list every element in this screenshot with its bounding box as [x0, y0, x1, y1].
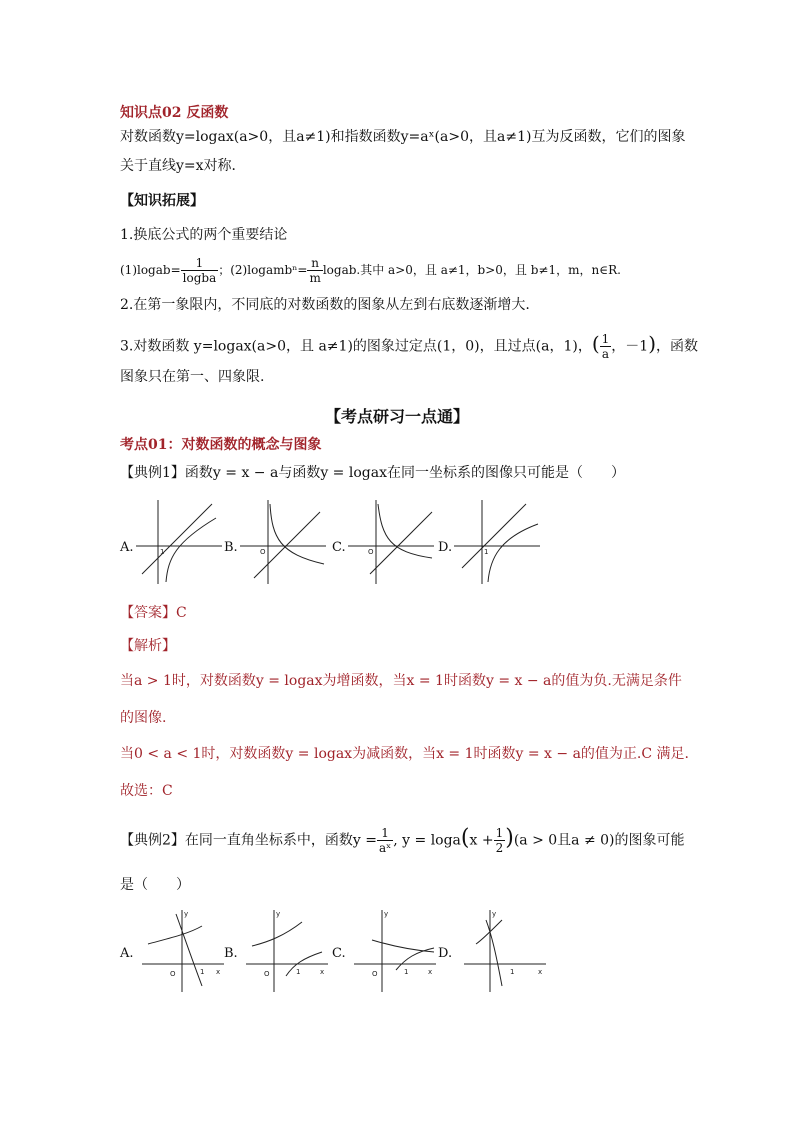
ex1-graph-a: [136, 498, 226, 584]
ex2-fraction-2-num: 1: [495, 826, 504, 840]
ex2-option-c[interactable]: C.: [332, 946, 346, 961]
ex2-option-d[interactable]: D.: [438, 946, 453, 961]
ex1a-one: 1: [160, 548, 165, 556]
ex2-stem-line2: 是（ ）: [120, 877, 190, 893]
ex2c-y: y: [384, 910, 389, 918]
ex2a-one: 1: [200, 968, 205, 976]
ex2-graph-c: [352, 906, 442, 992]
formula-part-b: ；(2)logambⁿ=: [218, 263, 308, 277]
ex1-analysis-3: 当0 < a < 1时，对数函数y = logax为减函数，当x = 1时函数y = x − a的值为正.C 满足.: [120, 746, 689, 762]
ex1-analysis-label: 【解析】: [120, 638, 176, 654]
ex1-analysis-2: 的图像.: [120, 710, 167, 726]
item3-part-c: ，函数: [656, 338, 699, 355]
expand-item1: 1.换底公式的两个重要结论: [120, 227, 288, 243]
ex1d-one: 1: [484, 548, 489, 556]
expand-item3-line2: 图象只在第一、四象限.: [120, 369, 265, 385]
ex2d-one: 1: [510, 968, 515, 976]
ex2b-x: x: [320, 968, 325, 976]
ex2-stem: [120, 826, 685, 855]
ex2a-origin: O: [170, 970, 176, 978]
ex1-stem: 【典例1】函数y = x − a与函数y = logax在同一坐标系的图像只可能是（ ）: [120, 465, 625, 481]
ex2-paren-right: ): [505, 825, 514, 851]
ex2a-x: x: [216, 968, 221, 976]
item3-part-a: 3.对数函数 y=logax(a>0，且 a≠1)的图象过定点(1，0)，且过点(a，1)，: [120, 338, 592, 355]
ex1-graph-b: [240, 498, 330, 584]
item3-part-b: ，－1: [611, 338, 649, 355]
fraction-3-num: 1: [601, 332, 610, 346]
ex1-option-b[interactable]: B.: [224, 540, 238, 555]
kp02-line1: 对数函数y=logax(a>0，且a≠1)和指数函数y=aˣ(a>0，且a≠1)互为反函数，它们的图象: [120, 129, 686, 145]
formula-part-a: (1)logab=: [120, 263, 181, 277]
ex1-graph-d: [454, 498, 544, 584]
ex2-graph-b: [244, 906, 334, 992]
fraction-3: [600, 332, 612, 361]
ex2b-origin: O: [264, 970, 270, 978]
ex2-fraction-2-den: 2: [495, 841, 504, 855]
ex1-analysis-1: 当a > 1时，对数函数y = logax为增函数，当x = 1时函数y = x − a的值为负.无满足条件: [120, 673, 682, 689]
ex2-option-a[interactable]: A.: [120, 946, 134, 961]
ex2-stem-a: 【典例2】在同一直角坐标系中，函数y =: [120, 832, 377, 849]
ex2b-y: y: [276, 910, 281, 918]
ex2b-one: 1: [296, 968, 301, 976]
expand-title: 【知识拓展】: [120, 193, 204, 209]
ex2-stem-b: , y = loga: [393, 832, 461, 849]
paren-left: (: [591, 331, 600, 356]
ex2-fraction-1: [377, 826, 393, 855]
ex2-graph-d: [462, 906, 552, 992]
section-title: 【考点研习一点通】: [324, 407, 469, 426]
ex1-option-d[interactable]: D.: [438, 540, 453, 555]
ex2-paren-left: (: [460, 825, 470, 851]
fraction-2-num: n: [307, 256, 322, 271]
formula-part-c: logab.其中 a>0，且 a≠1，b>0，且 b≠1，m，n∈R.: [322, 263, 621, 277]
ex2c-one: 1: [404, 968, 409, 976]
expand-item1-formula: [120, 256, 621, 285]
fraction-3-den: a: [601, 347, 610, 361]
ex1b-origin: O: [260, 548, 266, 556]
ex2-option-b[interactable]: B.: [224, 946, 238, 961]
expand-item3: [120, 332, 698, 361]
ex1c-origin: O: [368, 548, 374, 556]
ex2-fraction-1-num: 1: [377, 826, 393, 841]
fraction-2-den: m: [309, 271, 321, 285]
ex2-stem-c: x +: [469, 832, 494, 849]
fraction-1-num: 1: [181, 256, 219, 271]
ex2-fraction-2: [494, 826, 506, 855]
ex1-graph-c: [348, 498, 438, 584]
expand-item2: 2.在第一象限内，不同底的对数函数的图象从左到右底数逐渐增大.: [120, 297, 530, 313]
ex1-conclusion: 故选：C: [120, 783, 173, 799]
ex1-option-c[interactable]: C.: [332, 540, 346, 555]
ex2d-y: y: [492, 910, 497, 918]
ex1-option-a[interactable]: A.: [120, 540, 134, 555]
ex2d-x: x: [538, 968, 543, 976]
paren-right: ): [648, 331, 657, 356]
kp02-line2: 关于直线y=x对称．: [120, 158, 246, 174]
ex2-graph-a: [140, 906, 230, 992]
ex2a-y: y: [184, 910, 189, 918]
fraction-2: [307, 256, 322, 285]
ex2-fraction-1-den: aˣ: [379, 841, 392, 855]
fraction-1: [181, 256, 219, 285]
fraction-1-den: logba: [182, 271, 217, 285]
ex2c-origin: O: [372, 970, 378, 978]
ex1-answer: 【答案】C: [120, 605, 187, 621]
ex2-stem-d: (a > 0且a ≠ 0)的图象可能: [513, 832, 685, 849]
kp02-title: 知识点02 反函数: [120, 105, 229, 121]
ex2c-x: x: [428, 968, 433, 976]
topic-title: 考点01：对数函数的概念与图象: [120, 437, 322, 453]
